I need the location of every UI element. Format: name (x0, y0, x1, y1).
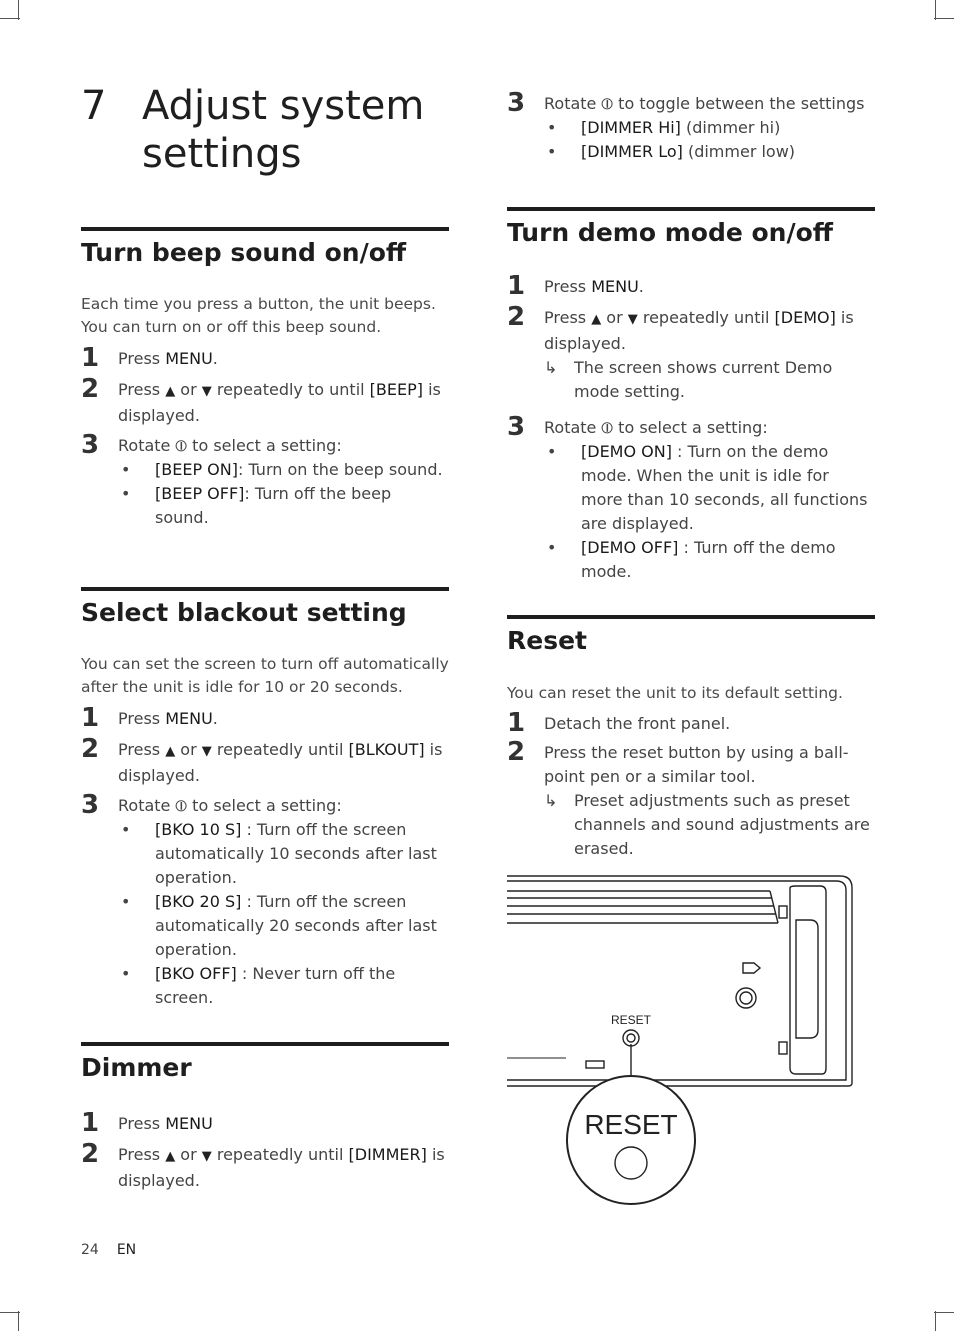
step-number: 1 (507, 708, 526, 738)
step-number: 3 (507, 88, 526, 118)
bullet-item: • [BEEP OFF]: Turn off the beep sound. (121, 484, 392, 527)
step-number: 1 (81, 343, 100, 373)
up-triangle-icon: ▲ (165, 384, 176, 399)
bullet-item: • [DEMO OFF] : Turn off the demo mode. (547, 538, 836, 581)
step: 3 Rotate ⦶ to toggle between the settings (507, 88, 865, 118)
section-rule (507, 207, 875, 211)
section-title: Dimmer (81, 1053, 192, 1082)
knob-icon: ⦶ (175, 796, 188, 815)
section-beep (81, 227, 449, 530)
crop-mark (18, 0, 19, 20)
step: 3 Rotate ⦶ to select a setting: (507, 412, 768, 442)
section-demo (507, 207, 875, 584)
step-number: 2 (81, 734, 100, 764)
page-footer (81, 1242, 136, 1258)
magnified-circle (567, 1076, 695, 1204)
step-number: 3 (81, 790, 100, 820)
crop-mark (0, 1312, 20, 1313)
section-dimmer (81, 1042, 449, 1193)
bullet-item: • [BKO OFF] : Never turn off the screen. (121, 964, 396, 1007)
down-triangle-icon: ▼ (201, 1149, 212, 1164)
section-intro: You can reset the unit to its default setting. (507, 684, 843, 702)
step: 1 Press MENU. (81, 343, 218, 373)
step-number: 2 (507, 737, 526, 767)
page-number: 24 (81, 1242, 99, 1258)
reset-illustration (500, 868, 870, 1213)
chapter-title: Adjust system settings (142, 83, 425, 177)
step: 1 Press MENU (81, 1108, 213, 1138)
chapter-number: 7 (81, 83, 107, 129)
result-arrow-icon: ↳ (544, 791, 558, 810)
section-rule (81, 1042, 449, 1046)
crop-mark (934, 18, 954, 19)
up-triangle-icon: ▲ (165, 744, 176, 759)
section-blackout (81, 587, 449, 1010)
section-reset (507, 615, 875, 861)
language-code: EN (116, 1242, 137, 1258)
knob-icon: ⦶ (601, 94, 614, 113)
bullet-item: • [DEMO ON] : Turn on the demo mode. When the unit is idle for more than 10 seconds, all functions are displayed. (547, 442, 868, 533)
step: 2 Press ▲ or ▼ repeatedly to until [BEEP] is displayed. (81, 374, 441, 425)
step-number: 1 (81, 703, 100, 733)
reset-label-large: RESET (584, 1109, 678, 1140)
knob-icon: ⦶ (601, 418, 614, 437)
section-title: Select blackout setting (81, 598, 407, 627)
result-item: ↳ Preset adjustments such as preset channels and sound adjustments are erased. (544, 791, 870, 858)
step: 2 Press ▲ or ▼ repeatedly until [DEMO] is displayed. (507, 302, 854, 353)
bullet-item: • [DIMMER Lo] (dimmer low) (547, 142, 796, 161)
menu-key: MENU (165, 349, 213, 368)
crop-mark (935, 0, 936, 20)
crop-mark (935, 1311, 936, 1331)
car-stereo-chassis (507, 876, 852, 1086)
step: 1 Press MENU. (81, 703, 218, 733)
step-number: 1 (81, 1108, 100, 1138)
section-intro: Each time you press a button, the unit beeps. You can turn on or off this beep sound. (81, 295, 436, 336)
section-title: Turn demo mode on/off (507, 218, 834, 247)
step: 3 Rotate ⦶ to select a setting: (81, 430, 342, 460)
step: 1 Detach the front panel. (507, 708, 731, 738)
section-intro: You can set the screen to turn off automatically after the unit is idle for 10 or 20 seconds. (81, 655, 449, 696)
bullet-item: • [BEEP ON]: Turn on the beep sound. (121, 460, 443, 479)
section-title: Reset (507, 626, 587, 655)
down-triangle-icon: ▼ (201, 384, 212, 399)
bullet-item: • [BKO 20 S] : Turn off the screen automatically 20 seconds after last operation. (121, 892, 437, 959)
section-dimmer-continued (507, 88, 875, 164)
section-rule (81, 587, 449, 591)
step: 3 Rotate ⦶ to select a setting: (81, 790, 342, 820)
crop-mark (0, 18, 20, 19)
step-number: 2 (81, 374, 100, 404)
bullet-item: • [DIMMER Hi] (dimmer hi) (547, 118, 781, 137)
step-number: 1 (507, 271, 526, 301)
reset-label-small: RESET (610, 1013, 652, 1027)
up-triangle-icon: ▲ (591, 312, 602, 327)
down-triangle-icon: ▼ (201, 744, 212, 759)
step: 2 Press ▲ or ▼ repeatedly until [BLKOUT] is displayed. (81, 734, 443, 785)
step-number: 3 (81, 430, 100, 460)
down-triangle-icon: ▼ (627, 312, 638, 327)
up-triangle-icon: ▲ (165, 1149, 176, 1164)
section-rule (507, 615, 875, 619)
crop-mark (18, 1311, 19, 1331)
step-number: 2 (81, 1139, 100, 1169)
section-title: Turn beep sound on/off (81, 238, 407, 267)
step-number: 3 (507, 412, 526, 442)
knob-icon: ⦶ (175, 436, 188, 455)
result-arrow-icon: ↳ (544, 358, 558, 377)
bullet-item: • [BKO 10 S] : Turn off the screen automatically 10 seconds after last operation. (121, 820, 437, 887)
step-number: 2 (507, 302, 526, 332)
step: 1 Press MENU. (507, 271, 644, 301)
section-rule (81, 227, 449, 231)
crop-mark (934, 1312, 954, 1313)
result-item: ↳ The screen shows current Demo mode setting. (544, 358, 833, 401)
step: 2 Press the reset button by using a ball-point pen or a similar tool. (507, 737, 849, 786)
step: 2 Press ▲ or ▼ repeatedly until [DIMMER] is displayed. (81, 1139, 445, 1190)
